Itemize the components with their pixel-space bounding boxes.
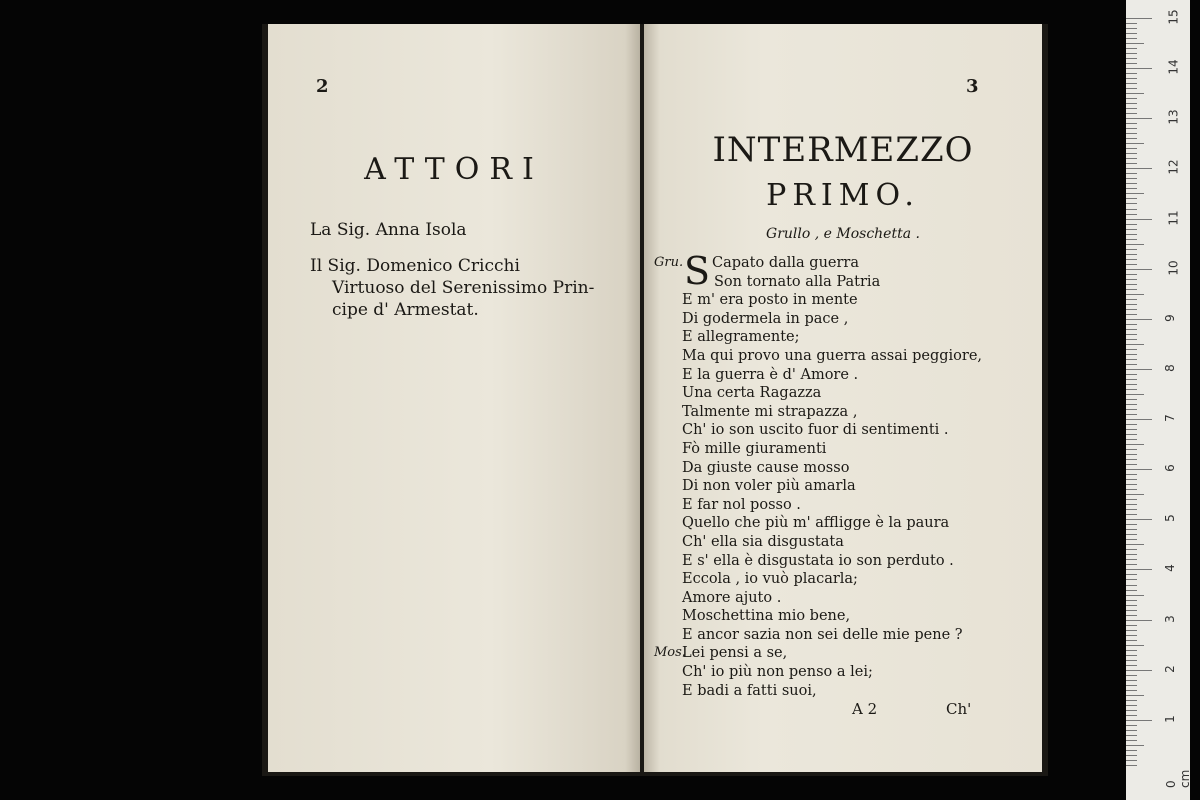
ruler-tick — [1126, 58, 1137, 59]
ruler-tick — [1126, 750, 1137, 751]
ruler-tick — [1126, 564, 1137, 565]
verse-line — [654, 366, 1034, 385]
verse-text: Di godermela in pace , — [682, 310, 849, 327]
ruler-tick — [1126, 529, 1137, 530]
ruler-tick — [1126, 690, 1137, 691]
ruler-label: 3 — [1162, 614, 1177, 623]
verse-line — [654, 384, 1034, 403]
verse-block — [654, 249, 1034, 700]
book-spread — [262, 24, 1048, 776]
ruler-tick — [1126, 660, 1137, 661]
ruler-label: 8 — [1162, 364, 1177, 372]
ruler-tick — [1126, 68, 1152, 69]
ruler-tick — [1126, 339, 1137, 340]
ruler-tick — [1126, 424, 1137, 425]
ruler-tick — [1126, 379, 1137, 380]
ruler-tick — [1126, 579, 1137, 580]
ruler-tick — [1126, 88, 1137, 89]
ruler-tick — [1126, 309, 1137, 310]
ruler-tick — [1126, 163, 1137, 164]
measuring-ruler — [1126, 0, 1190, 800]
ruler-tick — [1126, 229, 1137, 230]
ruler-tick — [1126, 735, 1137, 736]
ruler-label: 12 — [1166, 159, 1181, 176]
ruler-tick — [1126, 404, 1137, 405]
ruler-tick — [1126, 449, 1137, 450]
ruler-tick — [1126, 705, 1137, 706]
ruler-tick — [1126, 359, 1137, 360]
verse-line — [654, 644, 1034, 663]
ruler-tick — [1126, 695, 1144, 696]
ruler-tick — [1126, 554, 1137, 555]
ruler-tick — [1126, 539, 1137, 540]
verse-text: Capato dalla guerra — [712, 255, 859, 271]
verse-text: Ma qui provo una guerra assai peggiore, — [682, 347, 983, 364]
speaker-label: Mos. — [654, 645, 686, 661]
ruler-label: 1 — [1162, 715, 1177, 723]
ruler-tick — [1126, 755, 1137, 756]
ruler-tick — [1126, 279, 1137, 280]
ruler-tick — [1126, 178, 1137, 179]
ruler-tick — [1126, 143, 1144, 144]
ruler-tick — [1126, 18, 1152, 19]
ruler-tick — [1126, 314, 1137, 315]
ruler-label: 10 — [1166, 260, 1181, 276]
ruler-tick — [1126, 289, 1137, 290]
right-page-number: 3 — [966, 76, 979, 97]
ruler-tick — [1126, 284, 1137, 285]
verse-line — [654, 328, 1034, 347]
ruler-tick — [1126, 635, 1137, 636]
ruler-tick — [1126, 219, 1152, 220]
ruler-tick — [1126, 224, 1137, 225]
ruler-tick — [1126, 499, 1137, 500]
ruler-tick — [1126, 484, 1137, 485]
ruler-tick — [1126, 344, 1144, 345]
ruler-tick — [1126, 369, 1152, 370]
ruler-tick — [1126, 610, 1137, 611]
ruler-tick — [1126, 675, 1137, 676]
verse-text: Ch' io son uscito fuor di sentimenti . — [682, 422, 949, 439]
ruler-tick — [1126, 83, 1137, 84]
ruler-tick — [1126, 474, 1137, 475]
ruler-tick — [1126, 269, 1152, 270]
ruler-tick — [1126, 745, 1144, 746]
ruler-tick — [1126, 640, 1137, 641]
ruler-tick — [1126, 479, 1137, 480]
ruler-tick — [1126, 354, 1137, 355]
verse-text: E la guerra è d' Amore . — [682, 366, 859, 383]
ruler-tick — [1126, 429, 1137, 430]
ruler-tick — [1126, 324, 1137, 325]
scene-characters: Grullo , e Moschetta . — [766, 226, 920, 242]
ruler-tick — [1126, 53, 1137, 54]
ruler-tick — [1126, 274, 1137, 275]
ruler-tick — [1126, 549, 1137, 550]
ruler-tick — [1126, 645, 1144, 646]
verse-text: E badi a fatti suoi, — [682, 682, 817, 699]
ruler-label: 7 — [1162, 414, 1177, 422]
verse-line — [654, 589, 1034, 608]
ruler-tick — [1126, 519, 1152, 520]
verse-text: Eccola , io vuò placarla; — [682, 571, 858, 588]
ruler-tick — [1126, 434, 1137, 435]
verse-line — [654, 291, 1034, 310]
ruler-tick — [1126, 524, 1137, 525]
verse-line — [654, 552, 1034, 571]
ruler-label: 14 — [1166, 59, 1181, 75]
ruler-tick — [1126, 374, 1137, 375]
signature-mark: A 2 — [852, 700, 878, 718]
verse-line — [654, 347, 1034, 366]
ruler-tick — [1126, 183, 1137, 184]
ruler-label: 15 — [1166, 9, 1181, 25]
ruler-tick — [1126, 304, 1137, 305]
verse-line — [654, 607, 1034, 626]
ruler-tick — [1126, 128, 1137, 129]
verse-text: E s' ella è disgustata io son perduto . — [682, 552, 954, 569]
ruler-tick — [1126, 625, 1137, 626]
ruler-label: 13 — [1166, 109, 1181, 125]
ruler-tick — [1126, 249, 1137, 250]
ruler-tick — [1126, 620, 1152, 621]
ruler-tick — [1126, 214, 1137, 215]
ruler-tick — [1126, 63, 1137, 64]
ruler-tick — [1126, 464, 1137, 465]
ruler-label: 11 — [1166, 209, 1181, 226]
left-page-title: ATTORI — [364, 152, 544, 187]
ruler-tick — [1126, 685, 1137, 686]
ruler-tick — [1126, 334, 1137, 335]
ruler-tick — [1126, 559, 1137, 560]
ruler-tick — [1126, 93, 1144, 94]
ruler-tick — [1126, 43, 1144, 44]
ruler-tick — [1126, 715, 1137, 716]
verse-line — [654, 440, 1034, 459]
ruler-tick — [1126, 650, 1137, 651]
verse-text: Fò mille giuramenti — [682, 440, 827, 457]
ruler-tick — [1126, 665, 1137, 666]
ruler-tick — [1126, 600, 1137, 601]
ruler-tick — [1126, 188, 1137, 189]
verse-line — [654, 514, 1034, 533]
ruler-tick — [1126, 168, 1152, 169]
verse-text: Da giuste cause mosso — [682, 459, 850, 476]
ruler-tick — [1126, 103, 1137, 104]
ruler-tick — [1126, 489, 1137, 490]
ruler-tick — [1126, 509, 1137, 510]
verse-text: Ch' io più non penso a lei; — [682, 664, 873, 681]
ruler-tick — [1126, 394, 1144, 395]
ruler-tick — [1126, 244, 1144, 245]
verse-text: Lei pensi a se, — [682, 645, 788, 662]
verse-text: Di non voler più amarla — [682, 478, 856, 495]
ruler-tick — [1126, 364, 1137, 365]
ruler-tick — [1126, 514, 1137, 515]
ruler-tick — [1126, 158, 1137, 159]
cast-entry-line: La Sig. Anna Isola — [310, 220, 467, 240]
ruler-tick — [1126, 254, 1137, 255]
ruler-tick — [1126, 725, 1137, 726]
ruler-tick — [1126, 590, 1137, 591]
ruler-tick — [1126, 459, 1137, 460]
ruler-tick — [1126, 28, 1137, 29]
ruler-tick — [1126, 720, 1152, 721]
cast-entry-line: Virtuoso del Serenissimo Prin- — [332, 278, 595, 298]
verse-line — [654, 626, 1034, 645]
ruler-tick — [1126, 148, 1137, 149]
ruler-tick — [1126, 574, 1137, 575]
verse-text: E far nol posso . — [682, 496, 801, 513]
verse-text: Ch' ella sia disgustata — [682, 533, 844, 550]
ruler-tick — [1126, 138, 1137, 139]
verse-line — [654, 496, 1034, 515]
ruler-tick — [1126, 78, 1137, 79]
ruler-tick — [1126, 605, 1137, 606]
verse-line — [654, 477, 1034, 496]
ruler-tick — [1126, 299, 1137, 300]
drop-cap: S — [684, 249, 711, 293]
ruler-tick — [1126, 259, 1137, 260]
ruler-tick — [1126, 700, 1137, 701]
ruler-label: 6 — [1162, 464, 1177, 473]
ruler-tick — [1126, 444, 1144, 445]
ruler-label: 0 cm — [1164, 769, 1192, 788]
ruler-tick — [1126, 595, 1144, 596]
ruler-tick — [1126, 73, 1137, 74]
cast-entry — [310, 255, 640, 321]
verse-line — [654, 663, 1034, 682]
ruler-tick — [1126, 33, 1137, 34]
verse-text: Moschettina mio bene, — [682, 608, 851, 625]
ruler-tick — [1126, 680, 1137, 681]
intermezzo-subtitle: PRIMO. — [766, 178, 920, 213]
ruler-tick — [1126, 239, 1137, 240]
ruler-tick — [1126, 494, 1144, 495]
verse-text: Quello che più m' affligge è la paura — [682, 515, 950, 532]
intermezzo-title: INTERMEZZO — [712, 130, 974, 170]
verse-line — [654, 459, 1034, 478]
left-page-number: 2 — [316, 76, 329, 97]
ruler-tick — [1126, 710, 1137, 711]
ruler-tick — [1126, 399, 1137, 400]
cast-entry — [310, 219, 640, 241]
ruler-tick — [1126, 544, 1144, 545]
ruler-tick — [1126, 469, 1152, 470]
ruler-tick — [1126, 98, 1137, 99]
ruler-tick — [1126, 765, 1137, 766]
verse-line — [654, 533, 1034, 552]
ruler-label: 5 — [1162, 514, 1177, 523]
left-page — [268, 24, 640, 772]
ruler-tick — [1126, 740, 1137, 741]
verse-line — [654, 570, 1034, 589]
ruler-tick — [1126, 133, 1137, 134]
ruler-tick — [1126, 504, 1137, 505]
ruler-tick — [1126, 264, 1137, 265]
verse-text: E ancor sazia non sei delle mie pene ? — [682, 626, 963, 643]
ruler-tick — [1126, 209, 1137, 210]
verse-line — [654, 403, 1034, 422]
ruler-tick — [1126, 329, 1137, 330]
ruler-label: 2 — [1162, 664, 1177, 673]
ruler-tick — [1126, 198, 1137, 199]
speaker-label: Gru. — [654, 255, 684, 270]
ruler-tick — [1126, 534, 1137, 535]
ruler-tick — [1126, 234, 1137, 235]
verse-text: E m' era posto in mente — [682, 292, 858, 309]
ruler-tick — [1126, 48, 1137, 49]
verse-line — [654, 310, 1034, 329]
ruler-tick — [1126, 349, 1137, 350]
cast-entry-line: cipe d' Armestat. — [332, 300, 479, 320]
ruler-tick — [1126, 419, 1152, 420]
ruler-tick — [1126, 615, 1137, 616]
ruler-tick — [1126, 730, 1137, 731]
ruler-label: 9 — [1162, 313, 1177, 322]
ruler-tick — [1126, 655, 1137, 656]
right-page — [644, 24, 1042, 772]
ruler-tick — [1126, 294, 1144, 295]
ruler-tick — [1126, 409, 1137, 410]
ruler-tick — [1126, 113, 1137, 114]
ruler-tick — [1126, 670, 1152, 671]
ruler-tick — [1126, 23, 1137, 24]
ruler-tick — [1126, 203, 1137, 204]
ruler-tick — [1126, 118, 1152, 119]
ruler-tick — [1126, 153, 1137, 154]
ruler-label: 4 — [1162, 564, 1177, 573]
verse-text: Amore ajuto . — [682, 589, 782, 606]
catchword: Ch' — [946, 700, 972, 718]
cast-list — [310, 219, 640, 335]
ruler-tick — [1126, 319, 1152, 320]
ruler-tick — [1126, 389, 1137, 390]
ruler-tick — [1126, 384, 1137, 385]
verse-text: Talmente mi strapazza , — [682, 403, 858, 420]
ruler-tick — [1126, 193, 1144, 194]
ruler-tick — [1126, 108, 1137, 109]
verse-text: E allegramente; — [682, 329, 800, 346]
ruler-tick — [1126, 760, 1137, 761]
ruler-tick — [1126, 454, 1137, 455]
verse-text: Una certa Ragazza — [682, 385, 822, 402]
ruler-tick — [1126, 123, 1137, 124]
ruler-tick — [1126, 38, 1137, 39]
verse-text: Son tornato alla Patria — [714, 273, 881, 290]
ruler-tick — [1126, 585, 1137, 586]
cast-entry-line: Il Sig. Domenico Cricchi — [310, 256, 520, 276]
verse-line — [654, 682, 1034, 701]
ruler-tick — [1126, 439, 1137, 440]
ruler-tick — [1126, 630, 1137, 631]
verse-line — [654, 421, 1034, 440]
verse-line — [654, 273, 1034, 292]
ruler-tick — [1126, 414, 1137, 415]
ruler-tick — [1126, 569, 1152, 570]
ruler-tick — [1126, 173, 1137, 174]
